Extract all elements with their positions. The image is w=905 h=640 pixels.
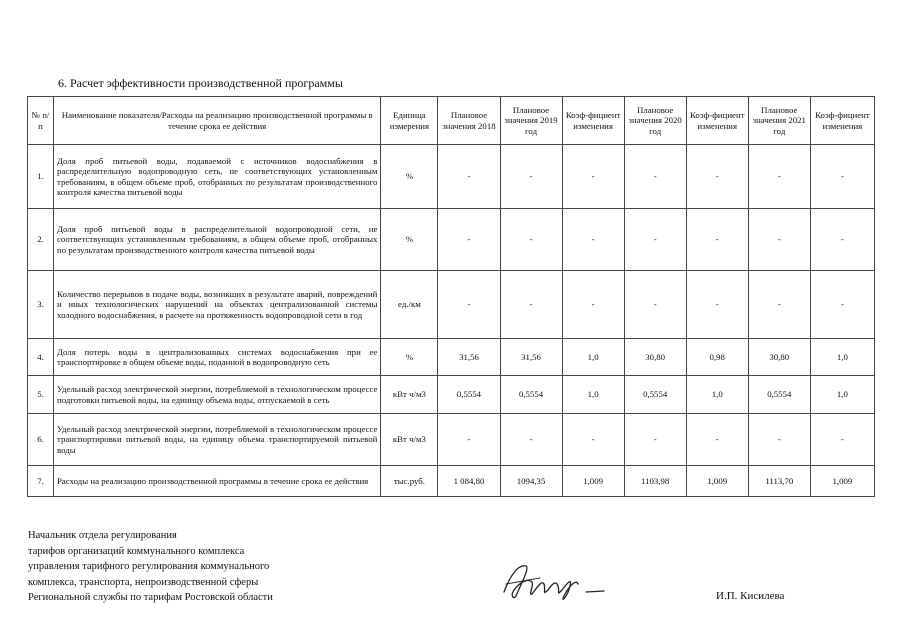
row-number: 7. <box>28 466 54 497</box>
indicator-name: Удельный расход электрической энергии, потребляемой в технологическом процессе транспортировки питьевой воды, на единицу объема транспортируемой питьевой воды <box>54 414 381 466</box>
table-row <box>28 414 875 466</box>
unit-cell: кВт ч/м3 <box>381 414 438 466</box>
indicator-name: Удельный расход электрической энергии, потребляемой в технологическом процессе подготовки питьевой воды, на единицу объема воды, отпускаемой в сеть <box>54 376 381 414</box>
position-line: Начальник отдела регулирования <box>28 530 177 541</box>
row-number: 1. <box>28 145 54 209</box>
position-line: тарифов организаций коммунального комплекса <box>28 545 245 557</box>
header-cell: Плановое значения 2018 <box>438 97 500 145</box>
value-cell: 1,0 <box>562 376 624 414</box>
value-cell: - <box>438 145 500 209</box>
value-cell: 1,0 <box>686 376 748 414</box>
header-cell: Плановое значения 2020 год <box>624 97 686 145</box>
position-line: Региональной службы по тарифам Ростовской области <box>28 592 273 604</box>
handwritten-signature <box>498 556 610 606</box>
header-cell: Наименование показателя/Расходы на реализацию производственной программы в течение срока ее действия <box>54 97 381 145</box>
table-row <box>28 145 875 209</box>
value-cell: - <box>438 271 500 339</box>
unit-cell: кВт ч/м3 <box>381 376 438 414</box>
value-cell: 1,009 <box>686 466 748 497</box>
value-cell: - <box>438 209 500 271</box>
unit-cell: % <box>381 209 438 271</box>
indicator-name: Расходы на реализацию производственной программы в течение срока ее действия <box>54 466 381 497</box>
value-cell: 30,80 <box>748 339 810 376</box>
value-cell: 0,5554 <box>748 376 810 414</box>
indicator-name: Количество перерывов в подаче воды, возникших в результате аварий, повреждений и иных технологических нарушений на объектах централизованной системы холодного водоснабжения, в расчете на протяженность водопроводной сети в год <box>54 271 381 339</box>
table-row <box>28 339 875 376</box>
indicator-name: Доля потерь воды в централизованных системах водоснабжения при ее транспортировке в общем объеме воды, поданной в водопроводную сеть <box>54 339 381 376</box>
value-cell: - <box>810 271 874 339</box>
value-cell: - <box>624 145 686 209</box>
table-header-row <box>28 97 875 145</box>
unit-cell: тыс.руб. <box>381 466 438 497</box>
unit-cell: % <box>381 145 438 209</box>
header-cell: Плановое значения 2019 год <box>500 97 562 145</box>
value-cell: - <box>624 209 686 271</box>
header-cell: Коэф-фициент изменения <box>686 97 748 145</box>
value-cell: 30,80 <box>624 339 686 376</box>
header-cell: Плановое значения 2021 год <box>748 97 810 145</box>
value-cell: 31,56 <box>500 339 562 376</box>
value-cell: 1,009 <box>562 466 624 497</box>
row-number: 2. <box>28 209 54 271</box>
value-cell: - <box>810 414 874 466</box>
value-cell: 1 084,80 <box>438 466 500 497</box>
unit-cell: % <box>381 339 438 376</box>
value-cell: - <box>562 414 624 466</box>
value-cell: 1103,98 <box>624 466 686 497</box>
value-cell: - <box>562 209 624 271</box>
value-cell: - <box>686 145 748 209</box>
value-cell: 1,009 <box>810 466 874 497</box>
value-cell: - <box>686 209 748 271</box>
row-number: 4. <box>28 339 54 376</box>
signatory-position <box>28 528 273 606</box>
table-row <box>28 271 875 339</box>
indicator-name: Доля проб питьевой воды, подаваемой с источников водоснабжения в распределительную водопроводную сеть, не соответствующих установленным требованиям, в общем объеме проб, отобранных по результатам производственного контроля качества питьевой воды <box>54 145 381 209</box>
value-cell: - <box>438 414 500 466</box>
indicator-name: Доля проб питьевой воды в распределительной водопроводной сети, не соответствующих установленным требованиям, в общем объеме проб, отобранных по результатам производственного контроля качества питьевой воды <box>54 209 381 271</box>
value-cell: 0,98 <box>686 339 748 376</box>
value-cell: - <box>686 414 748 466</box>
header-cell: Коэф-фициент изменения <box>810 97 874 145</box>
value-cell: - <box>748 145 810 209</box>
position-line: комплекса, транспорта, непроизводственной сферы <box>28 576 259 588</box>
value-cell: - <box>748 209 810 271</box>
value-cell: 1,0 <box>810 339 874 376</box>
value-cell: - <box>686 271 748 339</box>
value-cell: - <box>810 209 874 271</box>
value-cell: - <box>500 209 562 271</box>
value-cell: 1,0 <box>562 339 624 376</box>
row-number: 3. <box>28 271 54 339</box>
value-cell: - <box>748 414 810 466</box>
unit-cell: ед./км <box>381 271 438 339</box>
table-row <box>28 376 875 414</box>
value-cell: - <box>748 271 810 339</box>
value-cell: - <box>810 145 874 209</box>
value-cell: 0,5554 <box>500 376 562 414</box>
value-cell: 31,56 <box>438 339 500 376</box>
row-number: 6. <box>28 414 54 466</box>
efficiency-table <box>27 96 875 497</box>
position-line: управления тарифного регулирования коммунального <box>28 561 270 573</box>
value-cell: 1094,35 <box>500 466 562 497</box>
value-cell: 0,5554 <box>624 376 686 414</box>
header-cell: Единица измерения <box>381 97 438 145</box>
value-cell: - <box>500 271 562 339</box>
value-cell: 1,0 <box>810 376 874 414</box>
value-cell: - <box>562 271 624 339</box>
value-cell: - <box>624 414 686 466</box>
value-cell: - <box>500 145 562 209</box>
value-cell: 0,5554 <box>438 376 500 414</box>
table-row <box>28 466 875 497</box>
value-cell: - <box>500 414 562 466</box>
signer-name: И.П. Кисилева <box>716 590 785 602</box>
table-row <box>28 209 875 271</box>
header-cell: № п/п <box>28 97 54 145</box>
value-cell: - <box>624 271 686 339</box>
value-cell: 1113,70 <box>748 466 810 497</box>
value-cell: - <box>562 145 624 209</box>
section-title: 6. Расчет эффективности производственной программы <box>58 76 343 90</box>
row-number: 5. <box>28 376 54 414</box>
header-cell: Коэф-фициент изменения <box>562 97 624 145</box>
